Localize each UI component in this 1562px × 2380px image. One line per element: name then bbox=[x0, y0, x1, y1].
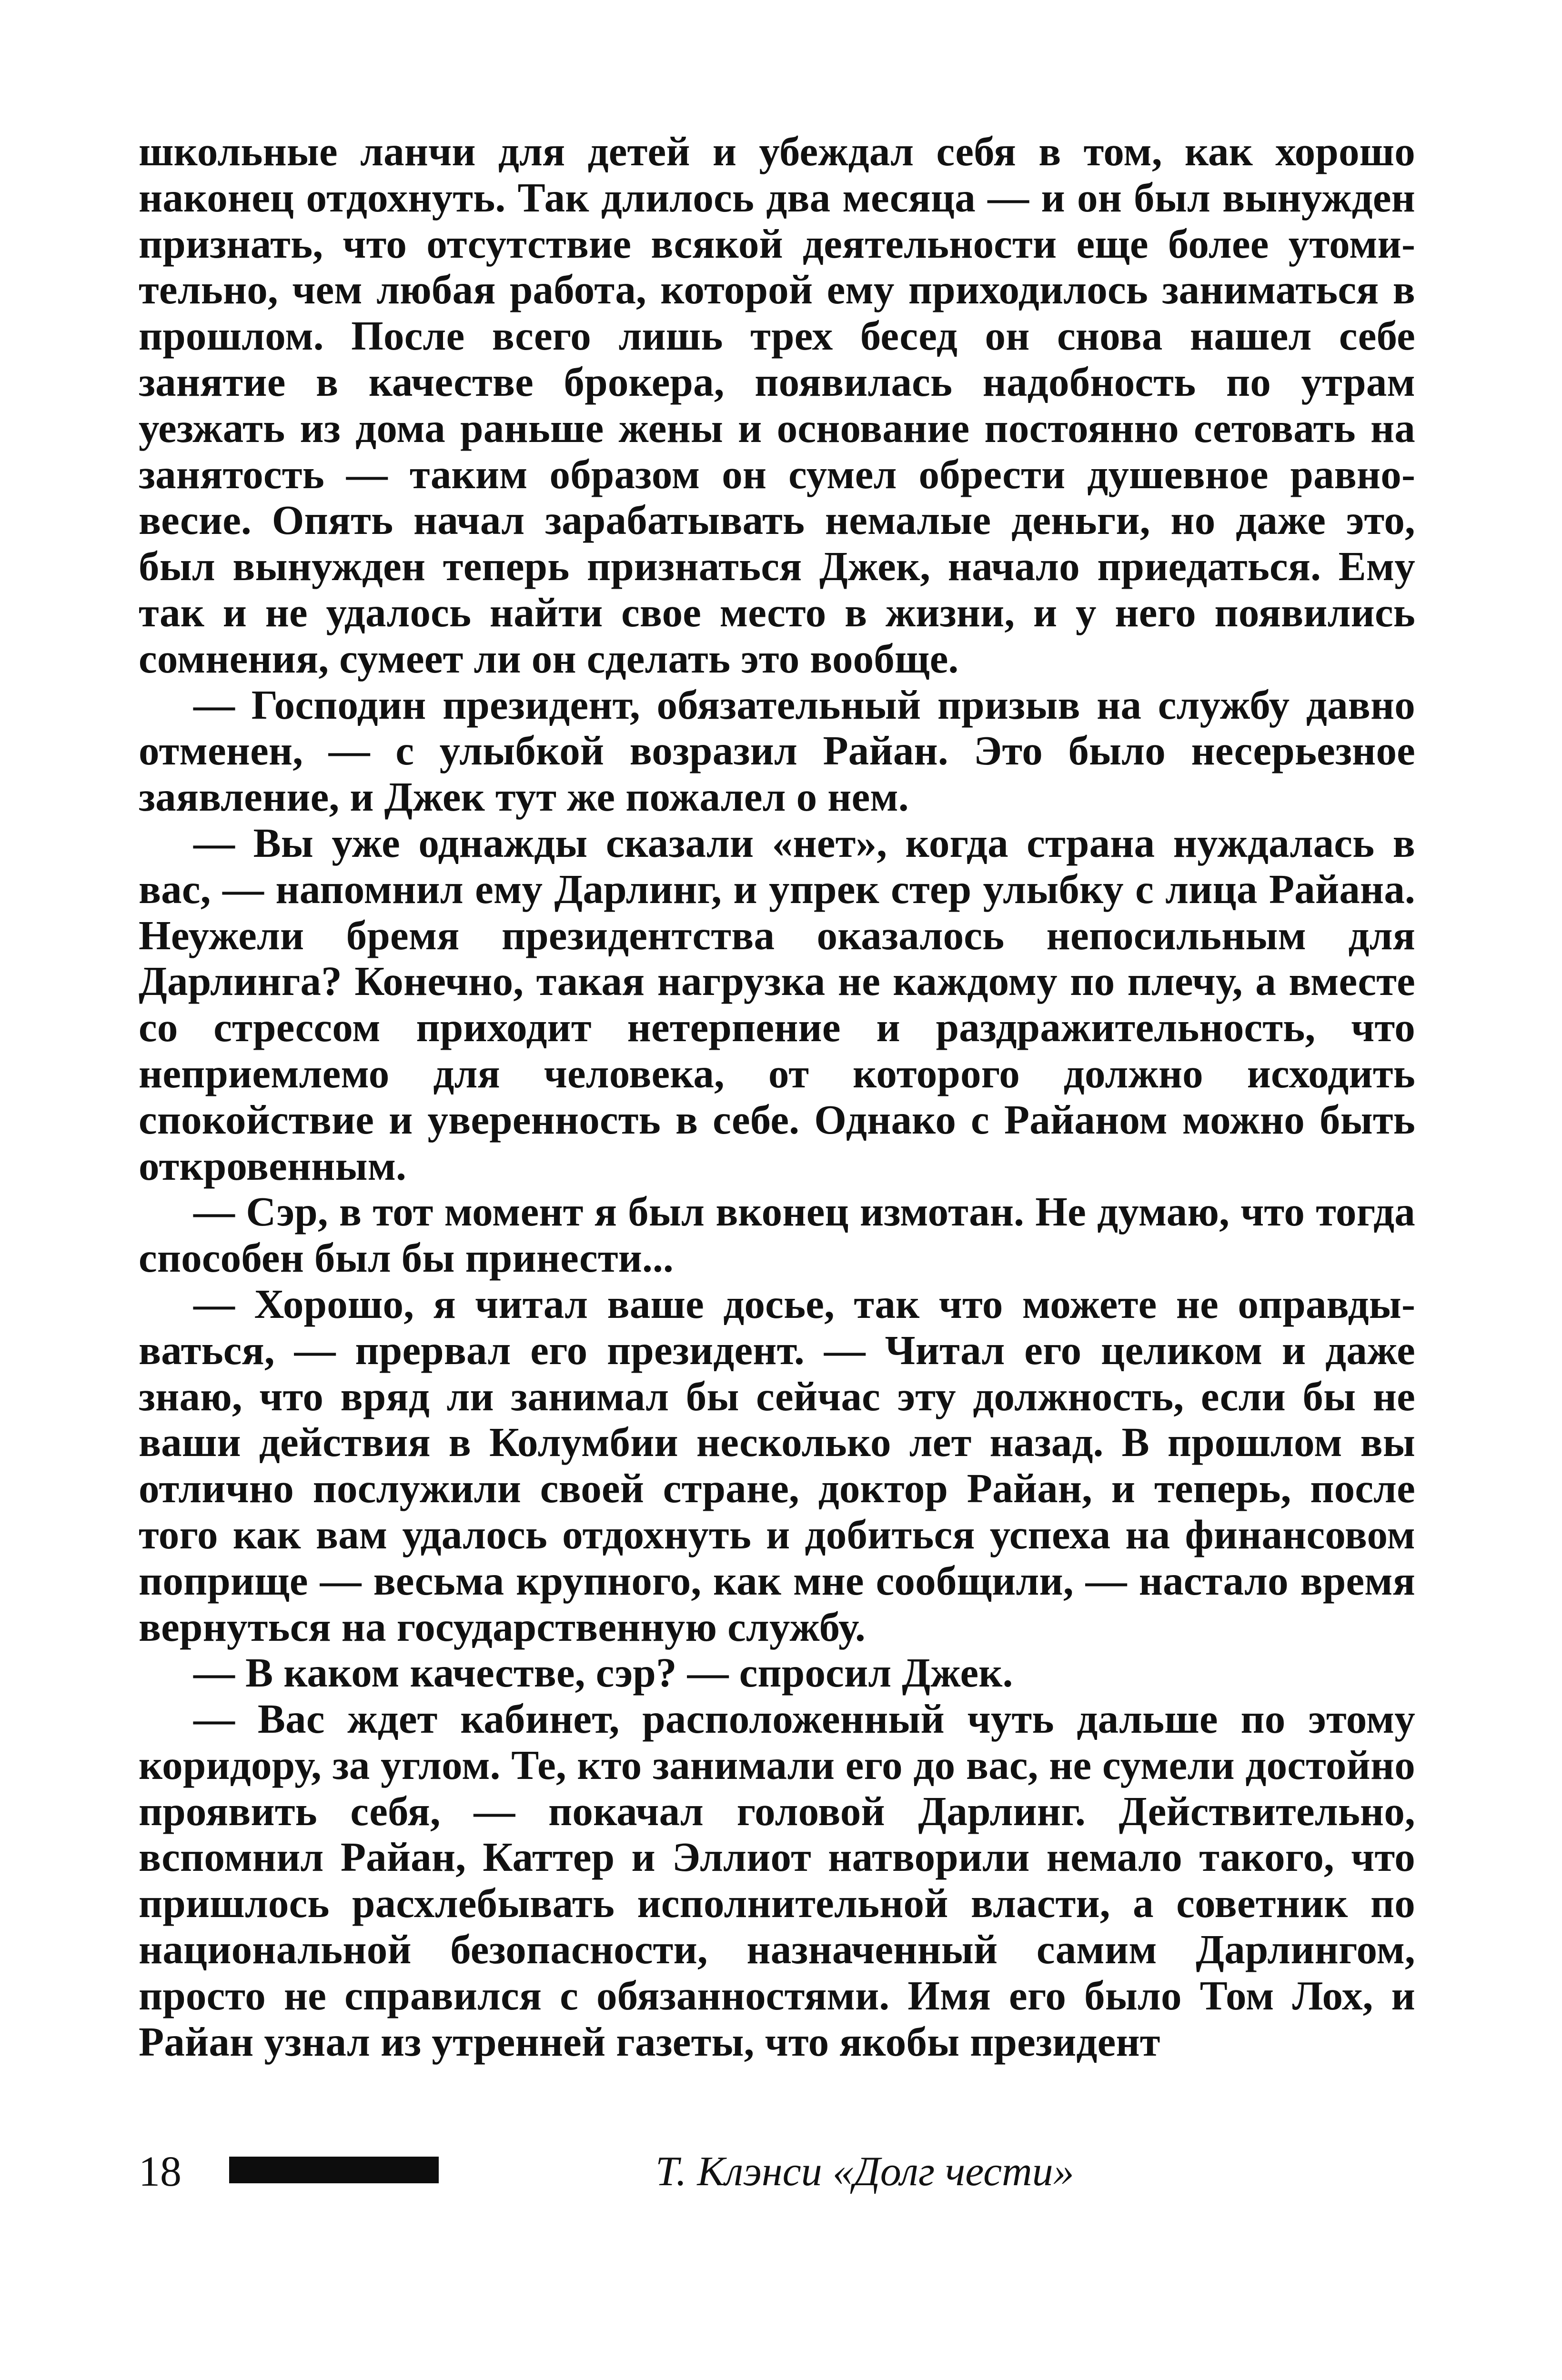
running-title: Т. Клэнси «Долг чести» bbox=[655, 2149, 1074, 2195]
page-number: 18 bbox=[139, 2148, 181, 2195]
footer-divider-bar bbox=[229, 2157, 439, 2183]
body-text bbox=[139, 129, 1415, 2105]
paragraph-1: школьные ланчи для детей и убеждал себя в том, как хорошо наконец отдохнуть. Так длилось два месяца — и он был вынужден признать, что отсутствие всякой деятельности еще более утомительно, чем любая работа, которой ему приходилось заниматься в прошлом. После всего лишь трех бесед он снова нашел себе занятие в качестве брокера, появилась надобность по утрам уезжать из дома раньше жены и основание постоянно сетовать на занятость — таким образом он сумел обрести душевное равновесие. Опять начал зарабатывать немалые деньги, но даже это, был вынужден теперь признаться Джек, начало приедаться. Ему так и не удалось найти свое место в жизни, и у него появились сомнения, сумеет ли он сделать это вообще. bbox=[139, 129, 1415, 682]
paragraph-6: — В каком качестве, сэр? — спросил Джек. bbox=[193, 1649, 1013, 1696]
paragraph-2: — Господин президент, обязательный призыв на службу давно отменен, — с улыбкой возразил Райан. Это было несерьезное заявление, и Джек тут же пожалел о нем. bbox=[139, 681, 1415, 820]
page-footer bbox=[139, 2143, 1415, 2210]
paragraph-5: — Хорошо, я читал ваше досье, так что можете не оправдываться, — прервал его президент. — Читал его целиком и даже знаю, что вряд ли занимал бы сейчас эту должность, если бы не ваши действия в Колумбии несколько лет назад. В прошлом вы отлично послужили своей стране, доктор Райан, и теперь, после того как вам удалось отдохнуть и добиться успеха на финансовом поприще — весьма крупного, как мне сообщили, — настало время вернуться на государственную службу. bbox=[139, 1280, 1415, 1650]
paragraph-4: — Сэр, в тот момент я был вконец измотан. Не думаю, что тогда способен был бы принести... bbox=[139, 1188, 1415, 1281]
paragraph-7: — Вас ждет кабинет, расположенный чуть дальше по этому коридору, за углом. Те, кто занимали его до вас, не сумели достойно проявить себя, — покачал головой Дарлинг. Действительно, вспомнил Райан, Каттер и Эллиот натворили немало такого, что пришлось расхлебывать исполнительной власти, а советник по национальной безопасности, назначенный самим Дарлингом, просто не справился с обязанностями. Имя его было Том Лох, и Райан узнал из утренней газеты, что якобы президент bbox=[139, 1696, 1415, 2065]
paragraph-3: — Вы уже однажды сказали «нет», когда страна нуждалась в вас, — напомнил ему Дарлинг, и упрек стер улыбку с лица Райана. Неужели бремя президентства оказалось непосильным для Дарлинга? Конечно, такая нагрузка не каждому по плечу, а вместе со стрессом приходит нетерпение и раздражительность, что неприемлемо для человека, от которого должно исходить спокойствие и уверенность в себе. Однако с Райаном можно быть откровенным. bbox=[139, 819, 1415, 1189]
